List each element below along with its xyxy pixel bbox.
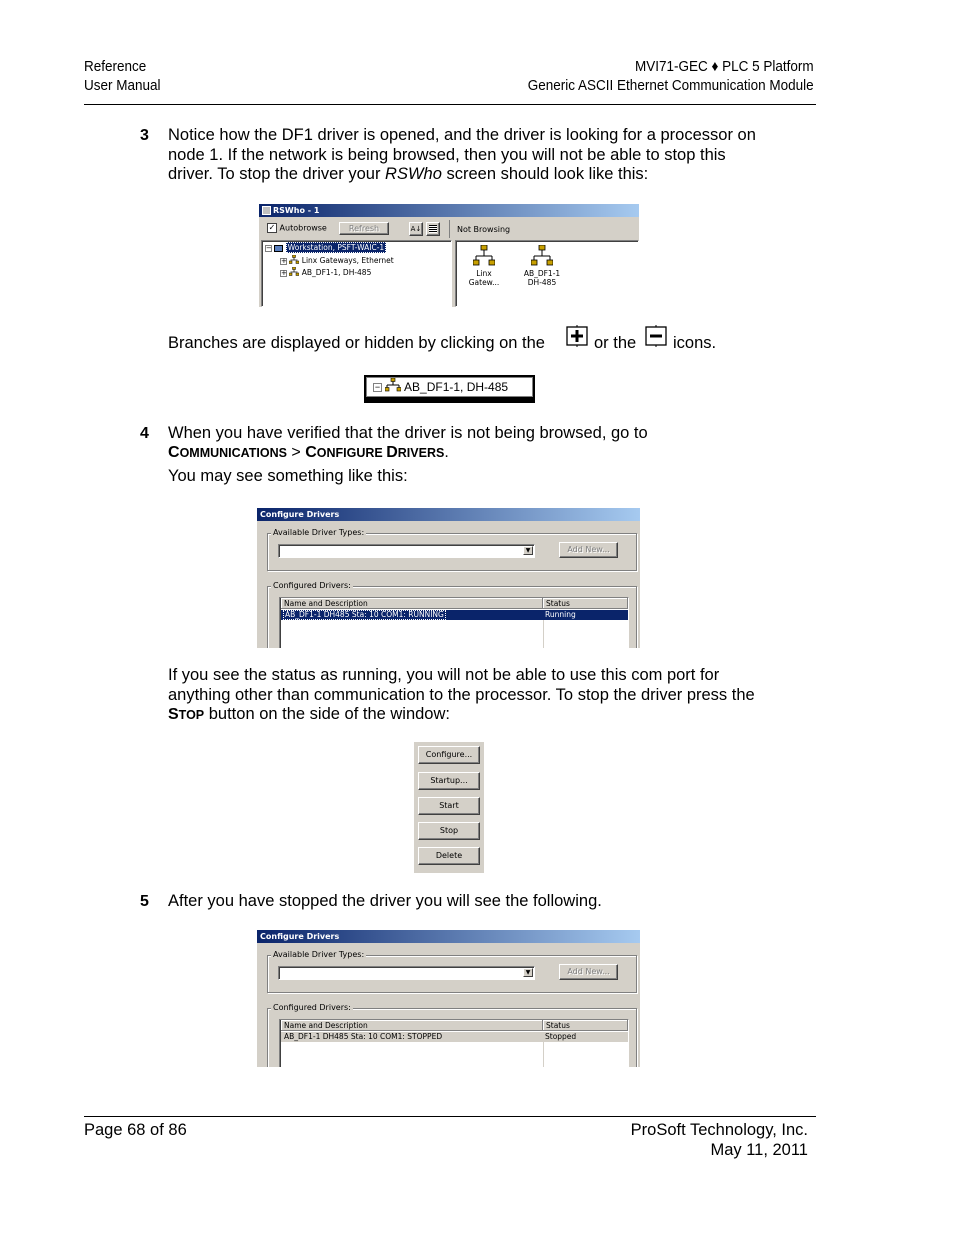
tree-label-workstation: Workstation, PSFT-WAIC-1 [287,243,385,252]
tree-label-linx-gateways: Linx Gateways, Ethernet [301,256,394,265]
configure-drivers-window-running [257,508,640,648]
add-new-button[interactable]: Add New... [559,964,618,980]
header-section: Reference [84,58,147,75]
collapse-icon[interactable]: − [374,382,381,393]
toolbar-divider [449,220,450,238]
column-divider [543,620,544,648]
tree-row-ab-df1[interactable] [280,267,371,279]
branches-text-3: icons. [673,334,717,352]
delete-button[interactable]: Delete [418,847,480,865]
running-note-part2: button on the side of the window: [204,705,450,723]
branches-text-2: or the [594,334,637,352]
step-5-text: After you have stopped the driver you will see the following. [168,892,602,910]
header-left [84,57,161,95]
configure-drivers-window-stopped [257,930,640,1067]
menu-communications-cap: C [168,444,180,461]
stop-keyword-cap: S [168,706,179,723]
column-divider [543,1042,544,1067]
tree-snippet-label: AB_DF1-1, DH-485 [404,380,509,394]
tree-snippet-row[interactable] [366,377,533,397]
stop-keyword-rest: TOP [178,708,205,722]
step-3-text-part1: Notice how the DF1 driver is opened, and the driver is looking for a processor on node 1. If the network is being browsed, then you will not be able to stop this driver. To stop the driver your [168,126,756,183]
details-view-icon[interactable] [426,222,440,236]
tree-label-ab-df1: AB_DF1-1, DH-485 [301,268,372,277]
expand-icon[interactable]: + [281,256,287,265]
minus-box-icon [645,325,667,347]
column-header-name[interactable]: Name and Description [281,1020,543,1031]
branches-text-1: Branches are displayed or hidden by clicking on the [168,334,545,352]
footer-page-number: Page 68 of 86 [84,1121,187,1139]
sort-icon[interactable]: A↓ [409,222,423,236]
table-row[interactable] [281,1032,628,1042]
stop-button[interactable]: Stop [418,822,480,840]
autobrowse-checkbox[interactable] [267,223,327,234]
footer-rule [84,1116,816,1117]
menu-path [168,444,449,462]
rswho-app-icon [262,206,271,215]
column-header-name[interactable]: Name and Description [281,598,543,609]
configured-drivers-label: Configured Drivers: [273,1003,351,1012]
checkbox-checked-icon: ✓ [268,223,276,232]
header-doc-type: User Manual [84,77,161,94]
driver-name-cell: AB_DF1-1 DH485 Sta: 10 COM1: RUNNING [285,610,444,619]
header-module: Generic ASCII Ethernet Communication Module [528,77,814,94]
tree-row-linx-gateways[interactable] [280,255,394,267]
network-icon [289,267,299,279]
refresh-button[interactable]: Refresh [339,222,389,235]
add-new-button[interactable]: Add New... [559,542,618,558]
network-icon [289,255,299,267]
chevron-down-icon[interactable]: ▼ [523,968,533,977]
rswho-titlebar [259,204,639,217]
tree-row-workstation[interactable] [265,243,386,253]
footer-company: ProSoft Technology, Inc. [630,1121,808,1139]
header-rule [84,104,816,105]
tree-snippet-frame [364,375,535,403]
ab-df1-label-1: AB_DF1-1 [523,269,561,278]
available-driver-types-label: Available Driver Types: [273,528,365,537]
ab-df1-item[interactable] [520,245,564,287]
icon-pane [455,240,639,307]
chevron-down-icon[interactable]: ▼ [523,546,533,555]
collapse-icon[interactable]: − [266,243,272,252]
column-header-status[interactable]: Status [543,1020,628,1031]
ab-df1-label-2: DH-485 [527,278,557,287]
menu-communications-rest: OMMUNICATIONS [179,446,287,460]
column-header-status[interactable]: Status [543,598,628,609]
available-driver-types-label: Available Driver Types: [273,950,365,959]
table-row[interactable] [281,610,628,620]
driver-type-select[interactable] [278,544,535,558]
step-3-rswho-italic: RSWho [385,165,442,183]
step-4-text: When you have verified that the driver is not being browsed, go to [168,424,648,442]
network-large-icon [531,245,553,267]
start-button[interactable]: Start [418,797,480,815]
network-large-icon [473,245,495,267]
menu-period: . [444,444,449,461]
driver-name-cell: AB_DF1-1 DH485 Sta: 10 COM1: STOPPED [284,1032,443,1041]
configure-drivers-titlebar: Configure Drivers [257,508,640,521]
menu-configure-cap: C [305,444,317,461]
linx-gateway-label-2: Gatew... [468,278,500,287]
driver-status-cell: Running [545,610,576,619]
footer-date: May 11, 2011 [710,1141,808,1159]
running-note-part1: If you see the status as running, you will not be able to use this com port for anything other than communication to the processor. To stop the driver press the [168,666,755,704]
startup-button[interactable]: Startup... [418,772,480,790]
step-3-text-part2: screen should look like this: [441,165,649,183]
configure-button[interactable]: Configure... [418,746,480,764]
running-note-text [168,666,768,726]
step-3-number: 3 [140,127,149,144]
driver-side-buttons-panel [414,742,484,873]
step-4-see-text: You may see something like this: [168,467,408,485]
computer-icon [274,245,283,252]
menu-drivers-cap: D [386,444,398,461]
configure-drivers-titlebar: Configure Drivers [257,930,640,943]
step-5-number: 5 [140,893,149,910]
tree-pane [261,240,452,307]
header-right [528,57,814,95]
configured-drivers-list [279,1019,629,1067]
autobrowse-label: Autobrowse [279,223,327,233]
linx-gateway-label-1: Linx [476,269,492,278]
driver-type-select[interactable] [278,966,535,980]
driver-status-cell: Stopped [545,1032,577,1041]
plus-box-icon [566,325,588,347]
rswho-title: RSWho - 1 [273,206,320,215]
expand-icon[interactable]: + [281,268,287,277]
menu-separator: > [286,444,306,461]
menu-configure-rest: ONFIGURE [316,446,387,460]
rswho-window [259,204,639,307]
menu-drivers-rest: RIVERS [397,446,445,460]
configured-drivers-label: Configured Drivers: [273,581,351,590]
browse-status: Not Browsing [457,225,511,234]
footer-right [631,1120,808,1160]
network-icon [385,378,401,397]
configured-drivers-list [279,597,629,648]
linx-gateway-item[interactable] [464,245,504,287]
header-product: MVI71-GEC ♦ PLC 5 Platform [635,58,814,75]
step-4-number: 4 [140,425,149,442]
step-3-text [168,126,768,185]
